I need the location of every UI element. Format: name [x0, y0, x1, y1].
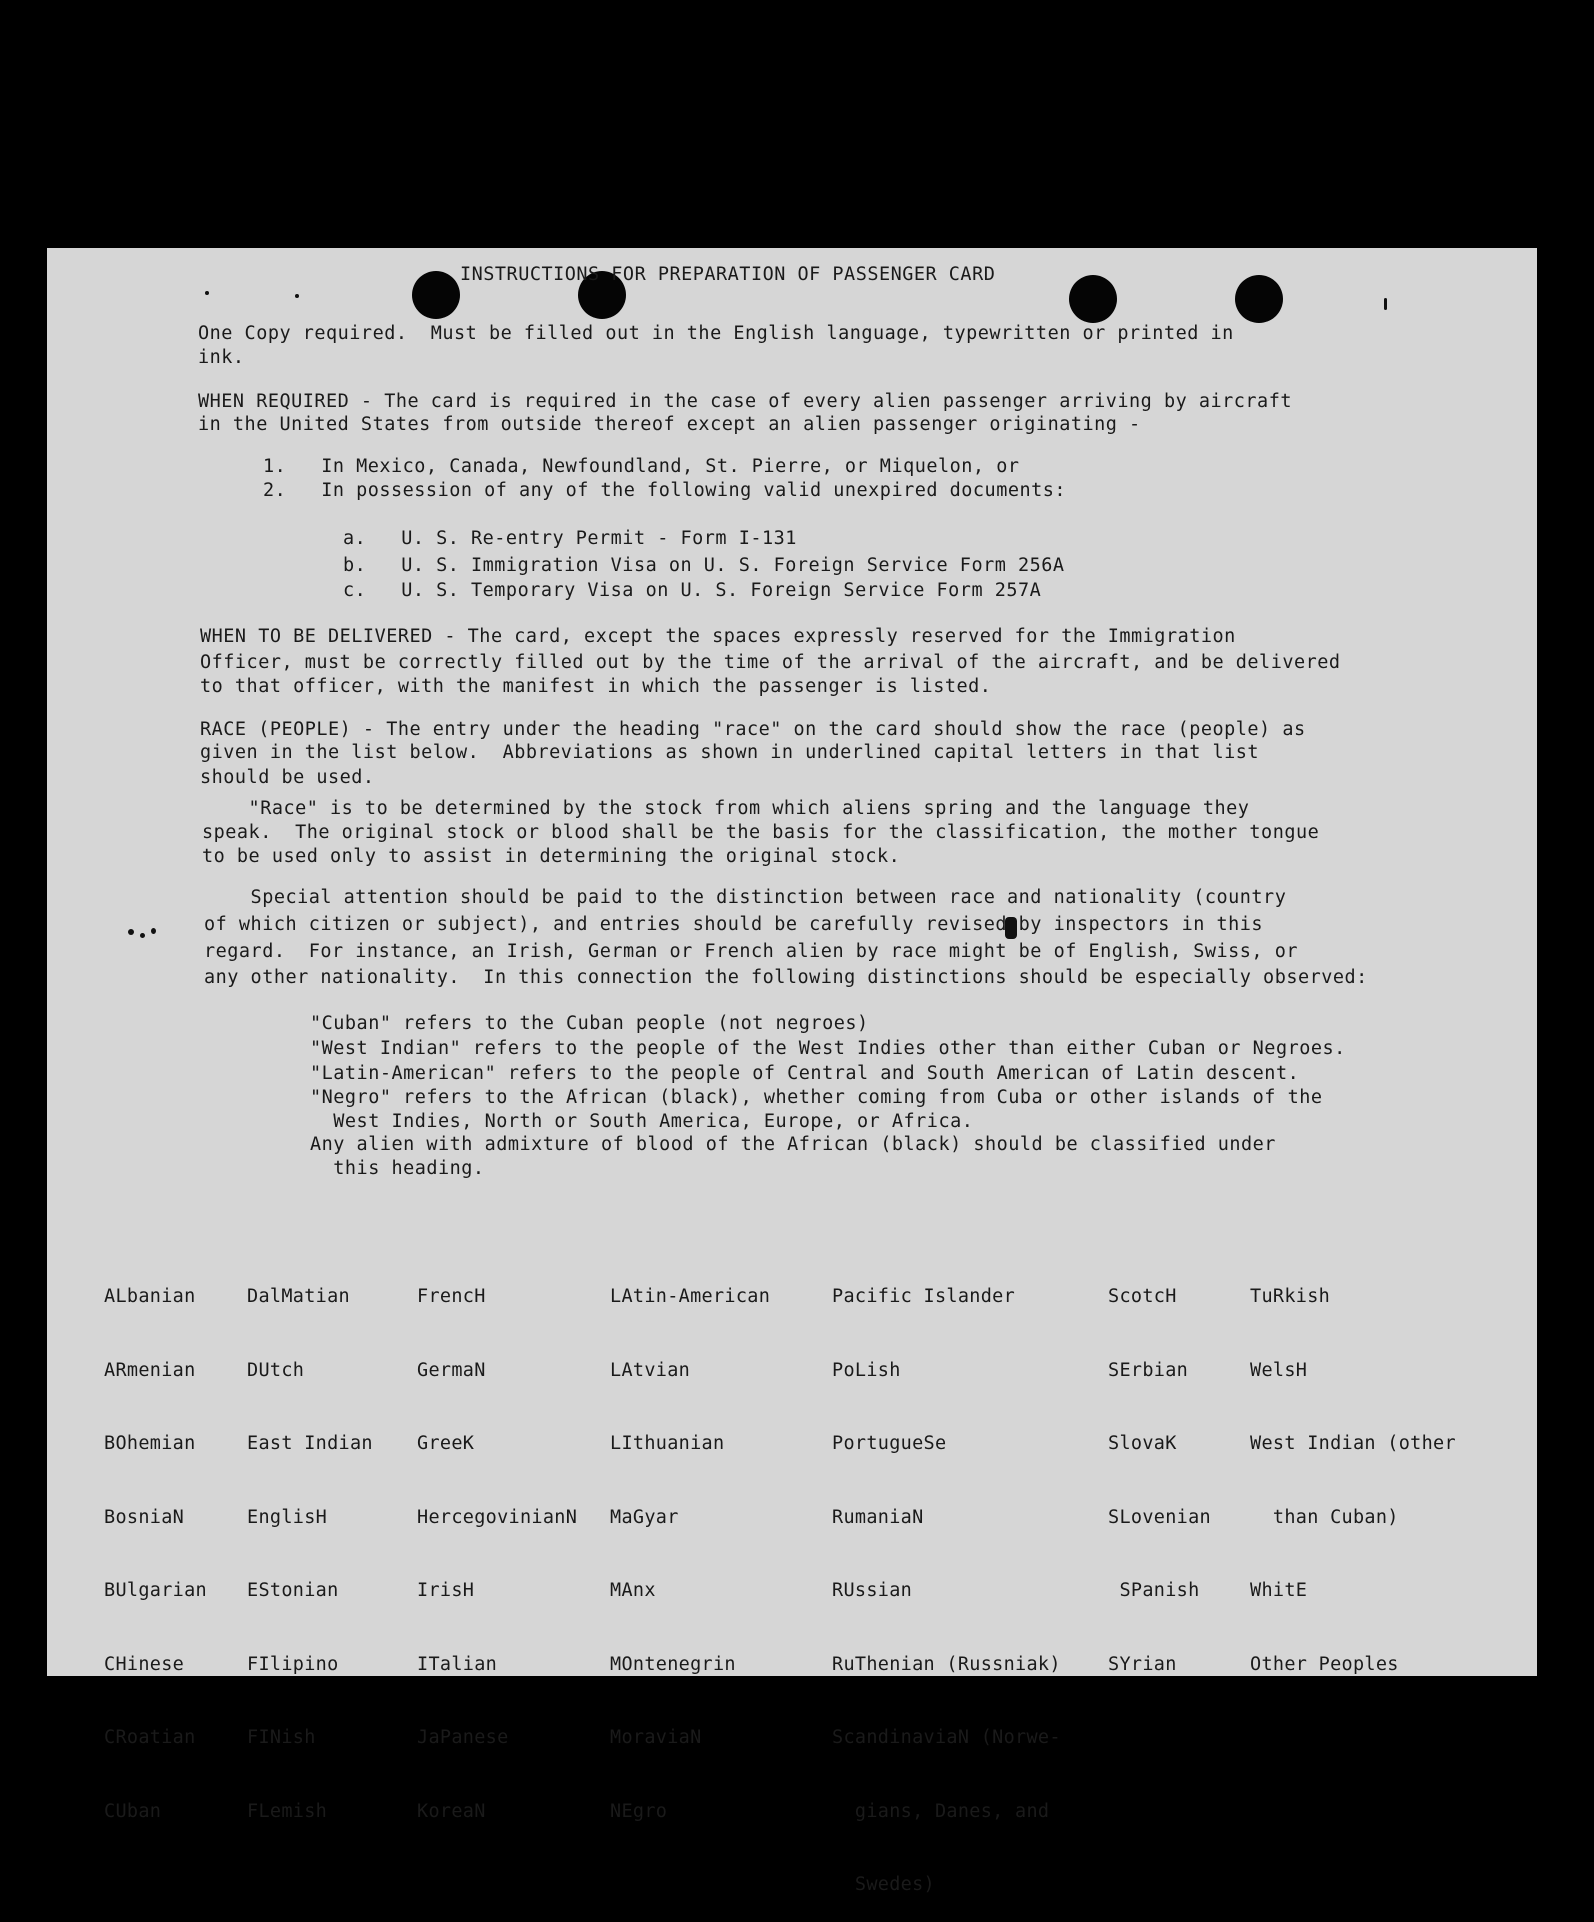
race-list-column [1108, 1236, 1211, 1702]
race-definition-line: speak. The original stock or blood shall be the basis for the classification, the mother tongue [202, 822, 1320, 843]
intro-line: ink. [198, 347, 245, 368]
punch-hole [412, 271, 460, 319]
race-list-item: ITalian [417, 1653, 498, 1675]
race-list-item: gians, Danes, and [832, 1800, 1050, 1822]
race-list-item: SLovenian [1108, 1506, 1211, 1528]
race-list-item: DalMatian [247, 1286, 350, 1307]
race-list-item: GermaN [417, 1359, 486, 1381]
race-list-column [247, 1236, 373, 1849]
race-list-item: FrencH [417, 1286, 486, 1307]
race-list-item: FLemish [247, 1800, 328, 1822]
lettered-item: a. U. S. Re-entry Permit - Form I-131 [343, 528, 797, 549]
speck [205, 291, 209, 295]
race-list-column [1250, 1236, 1456, 1702]
race-list-item: than Cuban) [1250, 1506, 1399, 1528]
race-list-column [610, 1236, 770, 1849]
race-list-item: RUssian [832, 1580, 913, 1601]
race-list-item: WelsH [1250, 1359, 1308, 1381]
race-list-item: HercegovinianN [417, 1506, 578, 1528]
race-list-item: MoraviaN [610, 1727, 702, 1748]
race-people-line: given in the list below. Abbreviations as shown in underlined capital letters in that list [200, 742, 1260, 763]
race-list-item: Swedes) [832, 1874, 935, 1895]
race-list-item: DUtch [247, 1359, 305, 1381]
race-list-item: JaPanese [417, 1727, 509, 1748]
race-list-item: ALbanian [104, 1286, 196, 1307]
distinction-line: Any alien with admixture of blood of the African (black) should be classified under [310, 1134, 1276, 1155]
race-list-item: EnglisH [247, 1506, 328, 1528]
numbered-item: 1. In Mexico, Canada, Newfoundland, St. Pierre, or Miquelon, or [263, 456, 1020, 477]
race-list-item: LAtvian [610, 1359, 691, 1381]
race-list-item: SlovaK [1108, 1433, 1177, 1454]
race-list-item: ScandinaviaN (Norwe- [832, 1727, 1061, 1748]
lettered-item: b. U. S. Immigration Visa on U. S. Foreign Service Form 256A [343, 555, 1065, 576]
race-list-item: East Indian [247, 1433, 373, 1454]
distinction-line: "Cuban" refers to the Cuban people (not negroes) [310, 1013, 869, 1034]
special-attention-line: any other nationality. In this connection the following distinctions should be especially observed: [204, 967, 1368, 988]
race-definition-line: to be used only to assist in determining the original stock. [202, 846, 901, 867]
race-list-item: BUlgarian [104, 1580, 207, 1601]
race-list-item: Pacific Islander [832, 1286, 1016, 1307]
race-list-item: CHinese [104, 1653, 185, 1675]
special-attention-line: regard. For instance, an Irish, German or French alien by race might be of English, Swiss, or [204, 941, 1298, 962]
distinction-line: "West Indian" refers to the people of the West Indies other than either Cuban or Negroes. [310, 1038, 1346, 1059]
race-list-item: Other Peoples [1250, 1653, 1399, 1675]
race-list-item: CRoatian [104, 1727, 196, 1748]
when-required-line: WHEN REQUIRED - The card is required in the case of every alien passenger arriving by aircraft [198, 391, 1292, 412]
race-list-item: CUban [104, 1800, 162, 1822]
speck [1384, 298, 1387, 310]
race-list-item: WhitE [1250, 1580, 1308, 1601]
speck [128, 929, 134, 935]
race-list-item: MaGyar [610, 1506, 679, 1528]
race-list-item: MOntenegrin [610, 1653, 736, 1675]
race-list-item: PoLish [832, 1359, 901, 1381]
intro-line: One Copy required. Must be filled out in the English language, typewritten or printed in [198, 323, 1234, 344]
race-list-item: MAnx [610, 1580, 656, 1601]
speck [151, 928, 156, 934]
race-people-line: RACE (PEOPLE) - The entry under the heading "race" on the card should show the race (people) as [200, 719, 1306, 740]
race-list-column [417, 1236, 577, 1849]
when-delivered-line: WHEN TO BE DELIVERED - The card, except the spaces expressly reserved for the Immigration [200, 626, 1236, 647]
when-required-line: in the United States from outside thereof except an alien passenger originating - [198, 414, 1141, 435]
when-delivered-line: to that officer, with the manifest in which the passenger is listed. [200, 676, 992, 697]
race-list-item: KoreaN [417, 1800, 486, 1822]
special-attention-line: Special attention should be paid to the distinction between race and nationality (country [204, 887, 1287, 908]
race-list-item: RumaniaN [832, 1506, 924, 1528]
race-list-item: ScotcH [1108, 1286, 1177, 1307]
race-list-item: BOhemian [104, 1433, 196, 1454]
race-list-item: SYrian [1108, 1653, 1177, 1675]
numbered-item: 2. In possession of any of the following valid unexpired documents: [263, 480, 1067, 501]
race-list-item: LAtin-American [610, 1286, 771, 1307]
race-list-item: IrisH [417, 1580, 475, 1601]
speck [140, 933, 145, 938]
distinction-line: this heading. [310, 1158, 485, 1179]
race-list-item: GreeK [417, 1433, 475, 1454]
race-list-item: EStonian [247, 1580, 339, 1601]
distinction-line: "Negro" refers to the African (black), whether coming from Cuba or other islands of the [310, 1087, 1323, 1108]
race-list-item: NEgro [610, 1800, 668, 1822]
race-list-column [104, 1236, 207, 1849]
race-list-item: RuThenian (Russniak) [832, 1653, 1061, 1675]
distinction-line: "Latin-American" refers to the people of Central and South American of Latin descent. [310, 1063, 1300, 1084]
distinction-line: West Indies, North or South America, Europe, or Africa. [310, 1111, 974, 1132]
race-list-item: SErbian [1108, 1359, 1189, 1381]
race-definition-line: "Race" is to be determined by the stock from which aliens spring and the language they [202, 798, 1250, 819]
race-list-item: BosniaN [104, 1506, 185, 1528]
race-list-item: FINish [247, 1727, 316, 1748]
race-list-item: PortugueSe [832, 1433, 947, 1454]
lettered-item: c. U. S. Temporary Visa on U. S. Foreign Service Form 257A [343, 580, 1042, 601]
race-list-item: FIlipino [247, 1653, 339, 1675]
special-attention-line: of which citizen or subject), and entries should be carefully revised by inspectors in this [204, 914, 1264, 935]
race-list-item: LIthuanian [610, 1433, 725, 1454]
punch-hole [1069, 275, 1117, 323]
race-list-item: ARmenian [104, 1359, 196, 1381]
punch-hole [1235, 275, 1283, 323]
race-list-item: SPanish [1108, 1580, 1200, 1601]
race-people-line: should be used. [200, 767, 375, 788]
page-title: INSTRUCTIONS FOR PREPARATION OF PASSENGER CARD [460, 264, 996, 285]
when-delivered-line: Officer, must be correctly filled out by the time of the arrival of the aircraft, and be delivered [200, 652, 1341, 673]
race-list-item: TuRkish [1250, 1286, 1331, 1307]
race-list-item: West Indian (other [1250, 1433, 1456, 1454]
race-list-column [832, 1236, 1061, 1922]
speck [295, 294, 299, 298]
